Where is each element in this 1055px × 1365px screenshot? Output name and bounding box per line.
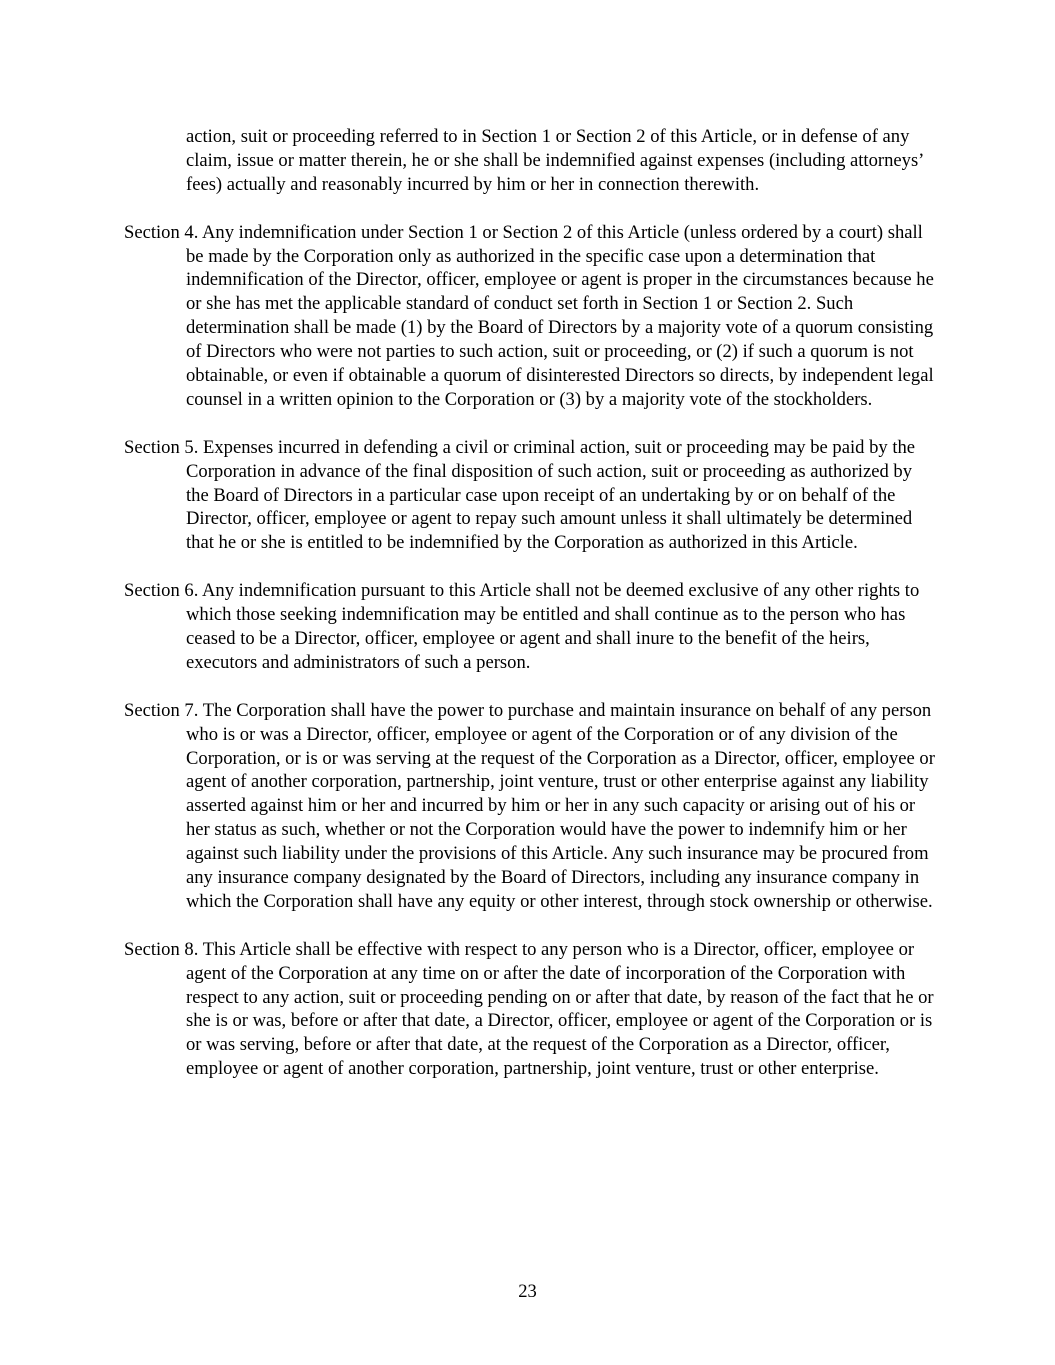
section-7-paragraph xyxy=(124,699,936,914)
section-5-paragraph xyxy=(124,436,936,556)
section-8-paragraph xyxy=(124,938,936,1081)
paragraph-continuation xyxy=(124,125,936,197)
section-label: Section 7. xyxy=(124,699,199,721)
section-label: Section 5. xyxy=(124,436,199,458)
paragraph-text: Any indemnification pursuant to this Article shall not be deemed exclusive of any other rights to which those seeking indemnification may be entitled and shall continue as to the person who has ceased to be a Director, officer, employee or agent and shall inure to the benefit of the heirs, executors and administrators of such a person. xyxy=(186,580,920,673)
document-body xyxy=(124,125,936,1105)
section-label: Section 6. xyxy=(124,580,199,602)
section-4-paragraph xyxy=(124,221,936,412)
section-label: Section 4. xyxy=(124,221,199,243)
section-6-paragraph xyxy=(124,579,936,675)
paragraph-text: Expenses incurred in defending a civil or criminal action, suit or proceeding may be paid by the Corporation in advance of the final disposition of such action, suit or proceeding as authorized by the Board of Directors in a particular case upon receipt of an undertaking by or on behalf of the Director, officer, employee or agent to repay such amount unless it shall ultimately be determined that he or she is entitled to be indemnified by the Corporation as authorized in this Article. xyxy=(186,436,916,554)
paragraph-text: action, suit or proceeding referred to in Section 1 or Section 2 of this Article, or in defense of any claim, issue or matter therein, he or she shall be indemnified against expenses (including attorneys’ fees) actually and reasonably incurred by him or her in connection therewith. xyxy=(186,126,923,195)
paragraph-text: Any indemnification under Section 1 or Section 2 of this Article (unless ordered by a court) shall be made by the Corporation only as authorized in the specific case upon a determination that indemnification of the Director, officer, employee or agent is proper in the circumstances because he or she has met the applicable standard of conduct set forth in Section 1 or Section 2. Such determination shall be made (1) by the Board of Directors by a majority vote of a quorum consisting of Directors who were not parties to such action, suit or proceeding, or (2) if such a quorum is not obtainable, or even if obtainable a quorum of disinterested Directors so directs, by independent legal counsel in a written opinion to the Corporation or (3) by a majority vote of the stockholders. xyxy=(186,221,934,410)
paragraph-text: The Corporation shall have the power to purchase and maintain insurance on behalf of any person who is or was a Director, officer, employee or agent of the Corporation or of any division of the Corporation, or is or was serving at the request of the Corporation as a Director, officer, employee or agent of another corporation, partnership, joint venture, trust or other enterprise against any liability asserted against him or her and incurred by him or her in any such capacity or arising out of his or her status as such, whether or not the Corporation would have the power to indemnify him or her against such liability under the provisions of this Article. Any such insurance may be procured from any insurance company designated by the Board of Directors, including any insurance company in which the Corporation shall have any equity or other interest, through stock ownership or otherwise. xyxy=(186,699,935,912)
section-label: Section 8. xyxy=(124,938,199,960)
paragraph-text: This Article shall be effective with respect to any person who is a Director, officer, employee or agent of the Corporation at any time on or after the date of incorporation of the Corporation with respect to any action, suit or proceeding pending on or after that date, by reason of the fact that he or she is or was, before or after that date, a Director, officer, employee or agent of the Corporation or is or was serving, before or after that date, at the request of the Corporation as a Director, officer, employee or agent of another corporation, partnership, joint venture, trust or other enterprise. xyxy=(186,938,934,1080)
page-number: 23 xyxy=(518,1281,537,1302)
